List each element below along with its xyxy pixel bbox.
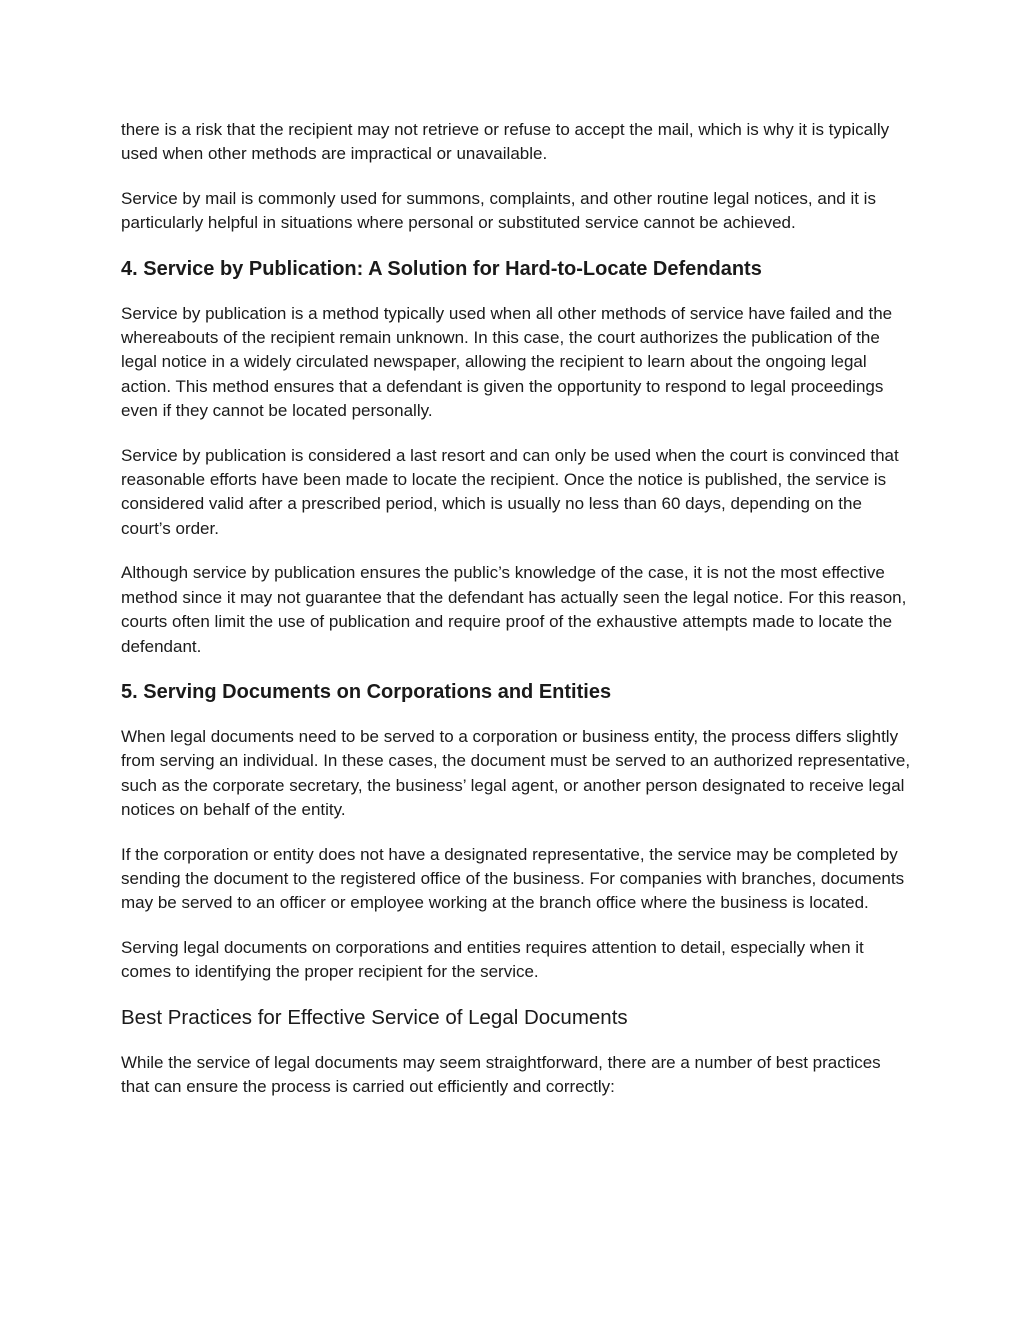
heading-corporations-entities: 5. Serving Documents on Corporations and Entities (121, 680, 612, 703)
paragraph-publication-method: Service by publication is a method typically used when all other methods of service have failed and the whereabouts of the recipient remain unknown. In this case, the court authorizes the publication of the legal notice in a widely circulated newspaper, allowing the recipient to learn about the ongoing legal action. This method ensures that a defendant is given the opportunity to respond to legal proceedings even if they cannot be located personally. (121, 303, 893, 421)
paragraph-corporation-representative: When legal documents need to be served to a corporation or business entity, the process differs slightly from serving an individual. In these cases, the document must be served to an authorized representative, such as the corporate secretary, the business’ legal agent, or another person designated to receive legal notices on behalf of the entity. (121, 726, 911, 820)
paragraph-mail-risk: there is a risk that the recipient may not retrieve or refuse to accept the mail, which is why it is typically used when other methods are impractical or unavailable. (121, 120, 890, 164)
paragraph-publication-last-resort: Service by publication is considered a last resort and can only be used when the court is convinced that reasonable efforts have been made to locate the recipient. Once the notice is published, the service is considered valid after a prescribed period, which is usually no less than 60 days, depending on the court’s order. (121, 445, 899, 538)
paragraph-best-practices-intro: While the service of legal documents may seem straightforward, there are a number of best practices that can ensure the process is carried out efficiently and correctly: (121, 1052, 881, 1096)
document-page (121, 118, 911, 1119)
heading-service-by-publication: 4. Service by Publication: A Solution for Hard-to-Locate Defendants (121, 257, 762, 280)
paragraph-corporation-registered-office: If the corporation or entity does not have a designated representative, the service may be completed by sending the document to the registered office of the business. For companies with branches, documents may be served to an officer or employee working at the branch office where the business is located. (121, 844, 905, 913)
heading-best-practices: Best Practices for Effective Service of Legal Documents (121, 1005, 628, 1029)
paragraph-publication-limitations: Although service by publication ensures the public’s knowledge of the case, it is not the most effective method since it may not guarantee that the defendant has actually seen the legal notice. For this reason, courts often limit the use of publication and require proof of the exhaustive attempts made to locate the defendant. (121, 563, 907, 656)
paragraph-corporation-attention: Serving legal documents on corporations and entities requires attention to detail, especially when it comes to identifying the proper recipient for the service. (121, 937, 864, 982)
paragraph-mail-usage: Service by mail is commonly used for summons, complaints, and other routine legal notices, and it is particularly helpful in situations where personal or substituted service cannot be achieved. (121, 188, 876, 233)
